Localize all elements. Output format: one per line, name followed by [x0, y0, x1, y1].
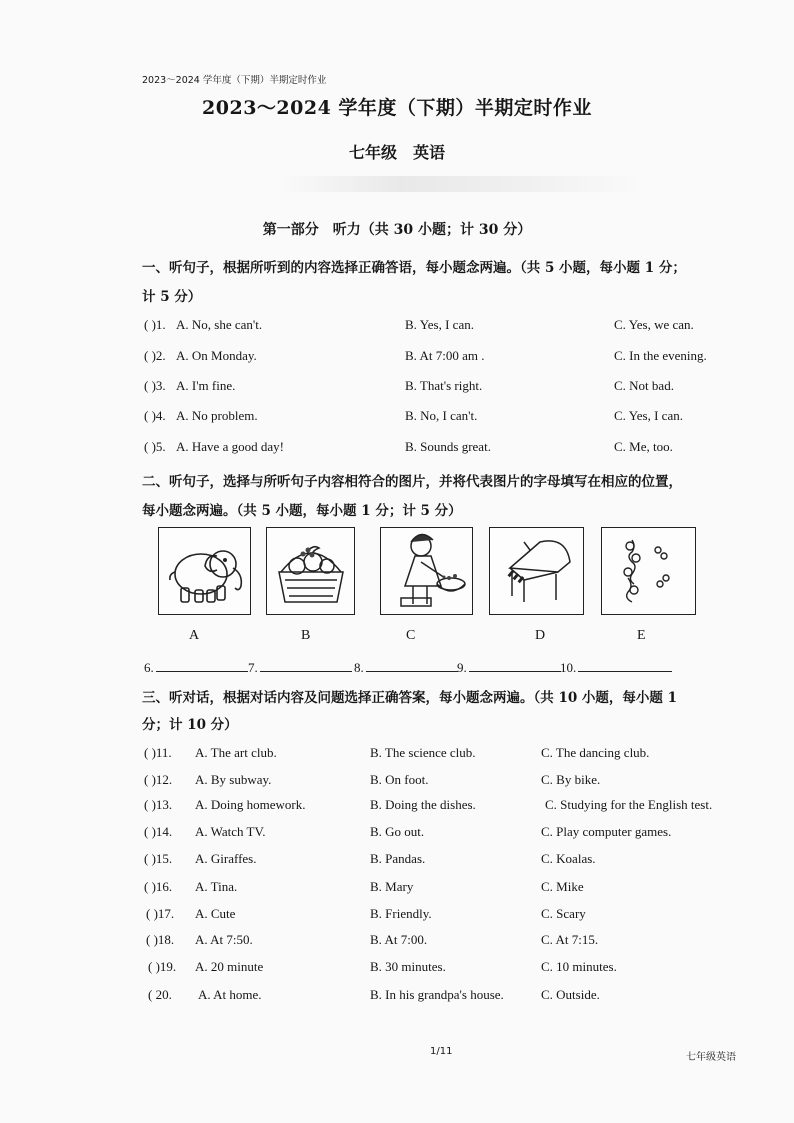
piano-icon — [490, 528, 583, 614]
section3-instruction: 三、听对话，根据对话内容及问题选择正确答案，每小题念两遍。（共 10 小题，每小题 1 — [142, 690, 678, 706]
picture-label: A — [189, 628, 200, 643]
question-number: ( )19. — [148, 959, 177, 974]
option-c: C. At 7:15. — [541, 932, 599, 947]
flowers-icon — [602, 528, 695, 614]
option-c: C. Outside. — [541, 987, 600, 1002]
option-c: C. By bike. — [541, 772, 601, 787]
picture-e — [601, 527, 696, 615]
picture-a — [158, 527, 251, 615]
blank-line[interactable] — [366, 659, 458, 672]
picture-d — [489, 527, 584, 615]
page-title: 2023～2024 学年度（下期）半期定时作业 — [202, 97, 592, 119]
question-number: ( )1. — [144, 317, 166, 332]
option-b: B. The science club. — [370, 745, 476, 760]
faded-scan-band — [280, 176, 644, 192]
option-b: B. No, I can't. — [405, 408, 478, 423]
option-a: A. No, she can't. — [176, 317, 263, 332]
picture-label: C — [406, 628, 416, 643]
option-a: A. On Monday. — [176, 348, 257, 363]
blank-number: 8. — [354, 660, 364, 675]
option-c: C. Play computer games. — [541, 824, 672, 839]
option-c: C. Studying for the English test. — [545, 797, 713, 812]
option-b: B. That's right. — [405, 378, 483, 393]
option-a: A. At 7:50. — [195, 932, 253, 947]
answer-blank[interactable] — [248, 659, 352, 676]
option-a: A. Watch TV. — [195, 824, 266, 839]
question-number: ( )13. — [144, 797, 173, 812]
question-number: ( 20. — [148, 987, 172, 1002]
option-c: C. Koalas. — [541, 851, 596, 866]
option-a: A. Giraffes. — [195, 851, 257, 866]
option-a: A. Have a good day! — [176, 439, 284, 454]
question-number: ( )4. — [144, 408, 166, 423]
option-c: C. Scary — [541, 906, 586, 921]
question-number: ( )2. — [144, 348, 166, 363]
question-number: ( )16. — [144, 879, 173, 894]
question-number: ( )15. — [144, 851, 173, 866]
option-c: C. 10 minutes. — [541, 959, 617, 974]
option-a: A. I'm fine. — [176, 378, 236, 393]
blank-number: 6. — [144, 660, 154, 675]
page-subtitle: 七年级 英语 — [348, 143, 445, 162]
footer-label: 七年级英语 — [686, 1052, 736, 1063]
picture-label: E — [637, 628, 646, 643]
picture-label: D — [535, 628, 546, 643]
option-c: C. Yes, I can. — [614, 408, 683, 423]
option-b: B. Sounds great. — [405, 439, 491, 454]
option-a: A. The art club. — [195, 745, 277, 760]
blank-number: 9. — [457, 660, 467, 675]
answer-blank[interactable] — [560, 659, 672, 676]
option-b: B. At 7:00 am . — [405, 348, 485, 363]
answer-blank[interactable] — [354, 659, 458, 676]
blank-line[interactable] — [260, 659, 352, 672]
elephant-icon — [159, 528, 250, 614]
option-b: B. Pandas. — [370, 851, 426, 866]
blank-line[interactable] — [469, 659, 561, 672]
option-b: B. In his grandpa's house. — [370, 987, 504, 1002]
section2-instruction: 二、听句子，选择与所听句子内容相符合的图片，并将代表图片的字母填写在相应的位置， — [142, 474, 682, 490]
option-a: A. By subway. — [195, 772, 272, 787]
option-c: C. Yes, we can. — [614, 317, 694, 332]
picture-c — [380, 527, 473, 615]
picture-label: B — [301, 628, 311, 643]
running-header: 2023～2024 学年度（下期）半期定时作业 — [142, 75, 327, 86]
option-a: A. At home. — [198, 987, 262, 1002]
blank-number: 10. — [560, 660, 577, 675]
option-a: A. 20 minute — [195, 959, 264, 974]
section1-instruction-cont: 计 5 分） — [142, 289, 202, 305]
option-a: A. Cute — [195, 906, 236, 921]
section2-instruction-cont: 每小题念两遍。（共 5 小题，每小题 1 分；计 5 分） — [142, 503, 462, 519]
question-number: ( )18. — [146, 932, 175, 947]
page-number: 1/11 — [430, 1046, 453, 1057]
option-a: A. No problem. — [176, 408, 258, 423]
question-number: ( )5. — [144, 439, 166, 454]
fruit-basket-icon — [267, 528, 354, 614]
option-a: A. Doing homework. — [195, 797, 306, 812]
question-number: ( )17. — [146, 906, 175, 921]
picture-b — [266, 527, 355, 615]
option-b: B. On foot. — [370, 772, 429, 787]
option-c: C. In the evening. — [614, 348, 707, 363]
option-c: C. Not bad. — [614, 378, 674, 393]
answer-blank[interactable] — [457, 659, 561, 676]
blank-line[interactable] — [578, 659, 672, 672]
question-number: ( )11. — [144, 745, 172, 760]
section1-instruction: 一、听句子，根据所听到的内容选择正确答语，每小题念两遍。（共 5 小题，每小题 1 分； — [142, 260, 686, 276]
question-number: ( )3. — [144, 378, 166, 393]
option-c: C. Mike — [541, 879, 584, 894]
option-c: C. Me, too. — [614, 439, 673, 454]
option-b: B. Go out. — [370, 824, 425, 839]
option-b: B. At 7:00. — [370, 932, 428, 947]
girl-washing-icon — [381, 528, 472, 614]
blank-number: 7. — [248, 660, 258, 675]
option-b: B. Mary — [370, 879, 414, 894]
option-b: B. Yes, I can. — [405, 317, 474, 332]
blank-line[interactable] — [156, 659, 248, 672]
option-a: A. Tina. — [195, 879, 238, 894]
question-number: ( )12. — [144, 772, 173, 787]
answer-blank[interactable] — [144, 659, 248, 676]
option-c: C. The dancing club. — [541, 745, 650, 760]
part-heading: 第一部分 听力（共 30 小题；计 30 分） — [262, 222, 532, 238]
option-b: B. Doing the dishes. — [370, 797, 476, 812]
section3-instruction-cont: 分；计 10 分） — [142, 717, 238, 733]
option-b: B. Friendly. — [370, 906, 432, 921]
question-number: ( )14. — [144, 824, 173, 839]
option-b: B. 30 minutes. — [370, 959, 446, 974]
